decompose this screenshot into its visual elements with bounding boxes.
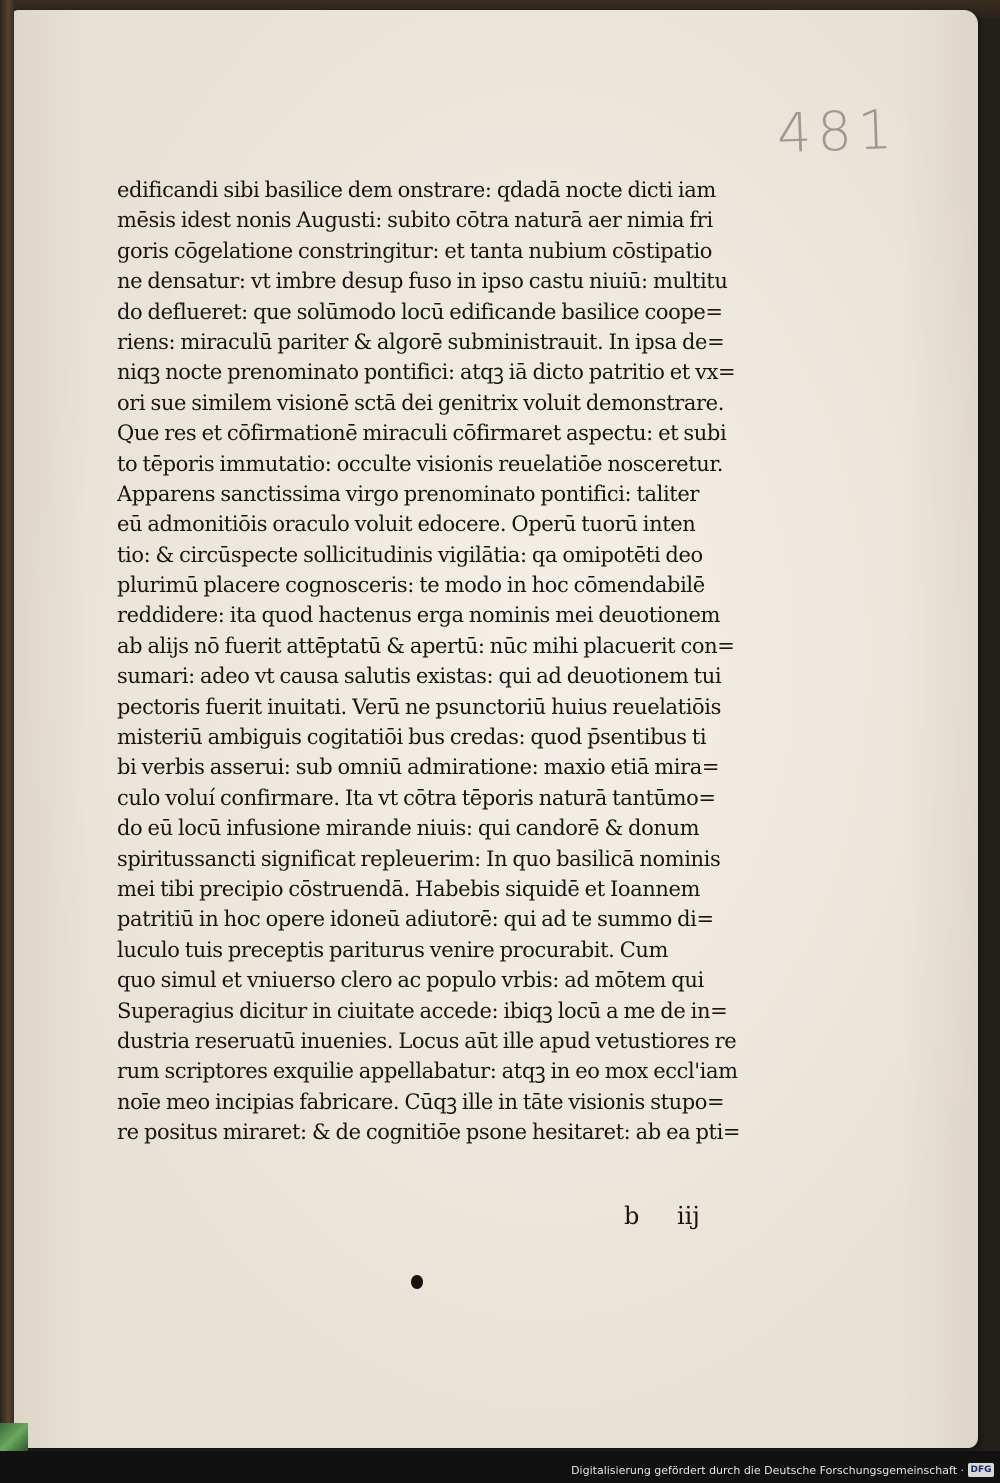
text-line: eū admonitiōis oraculo voluit edocere. Operū tuorū inten — [117, 512, 696, 537]
text-line: Que res et cōfirmationē miraculi cōfirmaret aspectu: et subi — [117, 421, 727, 446]
text-line: re positus miraret: & de cognitiōe psone hesitaret: ab ea pti= — [117, 1120, 741, 1145]
text-line: plurimū placere cognosceris: te modo in hoc cōmendabilē — [117, 573, 705, 598]
footer-bar — [0, 1451, 1000, 1483]
text-line: sumari: adeo vt causa salutis existas: qui ad deuotionem tui — [117, 664, 722, 689]
text-line: ne densatur: vt imbre desup fuso in ipso castu niuiū: multitu — [117, 269, 728, 294]
folio-number: 481 — [775, 97, 900, 166]
color-bar-mark — [0, 1423, 28, 1453]
text-line: patritiū in hoc opere idoneū adiutorē: qui ad te summo di= — [117, 907, 714, 932]
text-line: niqꝫ nocte prenominato pontifici: atqꝫ iā dicto patritio et vx= — [117, 360, 736, 385]
text-line: to tēporis immutatio: occulte visionis reuelatiōe nosceretur. — [117, 451, 723, 476]
text-line: luculo tuis preceptis pariturus venire procurabit. Cum — [117, 937, 669, 962]
text-line: mēsis idest nonis Augusti: subito cōtra naturā aer nimia fri — [117, 208, 713, 233]
book-page — [12, 10, 978, 1448]
text-line: tio: & circūspecte sollicitudinis vigilātia: qa omipotēti deo — [117, 542, 703, 567]
text-line: do deflueret: que solūmodo locū edificande basilice coope= — [117, 299, 723, 324]
text-line: quo simul et vniuerso clero ac populo vrbis: ad mōtem qui — [117, 968, 704, 993]
text-line: ab alijs nō fuerit attēptatū & apertū: nūc mihi placuerit con= — [117, 633, 735, 658]
text-line: Apparens sanctissima virgo prenominato pontifici: taliter — [117, 481, 700, 506]
text-line: Superagius dicitur in ciuitate accede: ibiqꝫ locū a me de in= — [117, 998, 728, 1023]
text-line: ori sue similem visionē sctā dei genitrix voluit demonstrare. — [117, 390, 724, 415]
text-line: goris cōgelatione constringitur: et tanta nubium cōstipatio — [117, 238, 713, 263]
ink-dot — [411, 1275, 423, 1289]
text-line: dustria reseruatū inuenies. Locus aūt ille apud vetustiores re — [117, 1028, 737, 1053]
footer-credit: Digitalisierung gefördert durch die Deutsche Forschungsgemeinschaft · — [571, 1464, 964, 1477]
dfg-logo: DFG — [968, 1463, 994, 1477]
text-line: noīe meo incipias fabricare. Cūqꝫ ille in tāte visionis stupo= — [117, 1089, 725, 1114]
text-line: bi verbis asserui: sub omniū admiratione: maxio etiā mira= — [117, 755, 720, 780]
text-line: reddidere: ita quod hactenus erga nominis mei deuotionem — [117, 603, 721, 628]
text-line: riens: miraculū pariter & algorē subministrauit. In ipsa de= — [117, 329, 725, 354]
text-line: rum scriptores exquilie appellabatur: atqꝫ in eo mox eccl'iam — [117, 1059, 738, 1084]
text-line: misteriū ambiguis cogitatiōi bus credas: quod p̄sentibus ti — [117, 725, 707, 750]
text-line: culo voluí confirmare. Ita vt cōtra tēporis naturā tantūmo= — [117, 785, 716, 810]
text-line: do eū locū infusione mirande niuis: qui candorē & donum — [117, 816, 700, 841]
text-line: spiritussancti significat repleuerim: In quo basilicā nominis — [117, 846, 721, 871]
text-line: pectoris fuerit inuitati. Verū ne psunctoriū huius reuelatiōis — [117, 694, 721, 719]
signature-mark: b iij — [624, 1202, 700, 1230]
text-line: mei tibi precipio cōstruendā. Habebis siquidē et Ioannem — [117, 876, 701, 901]
text-line: edificandi sibi basilice dem onstrare: qdadā nocte dicti iam — [117, 178, 716, 202]
book-spine-edge — [0, 0, 14, 1483]
text-block — [117, 175, 797, 1148]
